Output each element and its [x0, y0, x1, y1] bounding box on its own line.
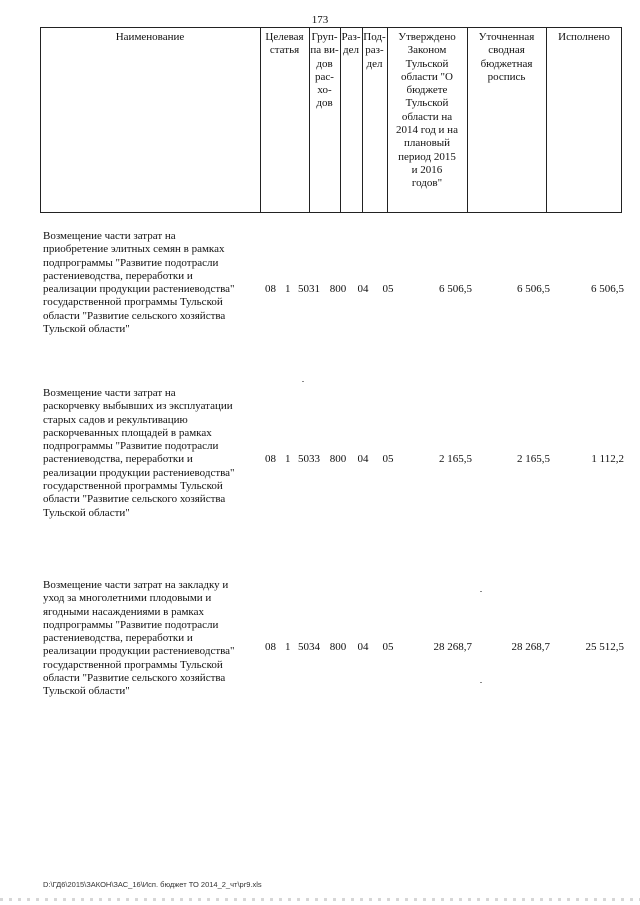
row-subsection: 05 — [382, 283, 394, 295]
row-executed: 1 112,2 — [591, 453, 624, 465]
row-refined: 28 268,7 — [511, 641, 550, 653]
header-target-article: Целевая статья — [265, 31, 304, 57]
header-name: Наименование — [115, 31, 185, 43]
row-code-c: 5033 — [298, 453, 320, 465]
row-section: 04 — [357, 453, 369, 465]
header-executed: Исполнено — [558, 31, 610, 43]
row-approved: 2 165,5 — [439, 453, 472, 465]
scan-speck — [480, 591, 482, 592]
header-divider — [546, 27, 547, 213]
header-approved: Утверждено Законом Тульской области "О бюджете Тульской области на 2014 год и на плановый период 2015 и 2016 годов" — [396, 31, 458, 190]
row-group: 800 — [329, 641, 347, 653]
row-name: Возмещение части затрат на приобретение элитных семян в рамках подпрограммы "Развитие подотрасли растениеводства, переработки и реализации продукции растениеводства" государственной программы Тульской области "Развитие сельского хозяйства Тульской области" — [43, 230, 235, 336]
page-number: 173 — [311, 14, 329, 26]
header-bottom-border — [40, 212, 622, 213]
header-expense-group: Груп- па ви- дов рас- хо- дов — [310, 31, 339, 110]
row-code-b: 1 — [285, 641, 291, 653]
row-code-a: 08 — [265, 453, 276, 465]
row-group: 800 — [329, 283, 347, 295]
header-refined: Уточненная сводная бюджетная роспись — [478, 31, 535, 83]
row-code-b: 1 — [285, 283, 291, 295]
row-section: 04 — [357, 283, 369, 295]
row-section: 04 — [357, 641, 369, 653]
scan-speck — [480, 682, 482, 683]
row-code-a: 08 — [265, 283, 276, 295]
header-right-border — [621, 27, 622, 213]
row-group: 800 — [329, 453, 347, 465]
scan-edge-noise — [0, 898, 640, 901]
header-section: Раз- дел — [341, 31, 361, 57]
row-name: Возмещение части затрат на раскорчевку выбывших из эксплуатации старых садов и рекультивацию раскорчеванных площадей в рамках подпрограммы "Развитие подотрасли растениеводства, переработки и реализации продукции растениеводства" государственной программы Тульской области "Развитие сельского хозяйства Тульской области" — [43, 387, 235, 519]
row-refined: 6 506,5 — [517, 283, 550, 295]
row-code-c: 5031 — [298, 283, 320, 295]
row-approved: 6 506,5 — [439, 283, 472, 295]
row-subsection: 05 — [382, 641, 394, 653]
row-refined: 2 165,5 — [517, 453, 550, 465]
row-subsection: 05 — [382, 453, 394, 465]
row-code-a: 08 — [265, 641, 276, 653]
row-executed: 25 512,5 — [585, 641, 624, 653]
header-subsection: Под- раз- дел — [363, 31, 386, 70]
row-executed: 6 506,5 — [591, 283, 624, 295]
row-name: Возмещение части затрат на закладку и уход за многолетними плодовыми и ягодными насаждениями в рамках подпрограммы "Развитие подотрасли растениеводства, переработки и реализации продукции растениеводства" государственной программы Тульской области "Развитие сельского хозяйства Тульской области" — [43, 579, 235, 698]
row-approved: 28 268,7 — [433, 641, 472, 653]
footer-file-path: D:\ГД6\2015\ЗАКОН\ЗАС_16\Исп. бюджет ТО 2014_2_чт\pr9.xls — [43, 880, 262, 889]
table-header — [40, 27, 622, 213]
header-left-border — [40, 27, 41, 213]
scan-speck — [302, 381, 304, 382]
row-code-c: 5034 — [298, 641, 320, 653]
row-code-b: 1 — [285, 453, 291, 465]
